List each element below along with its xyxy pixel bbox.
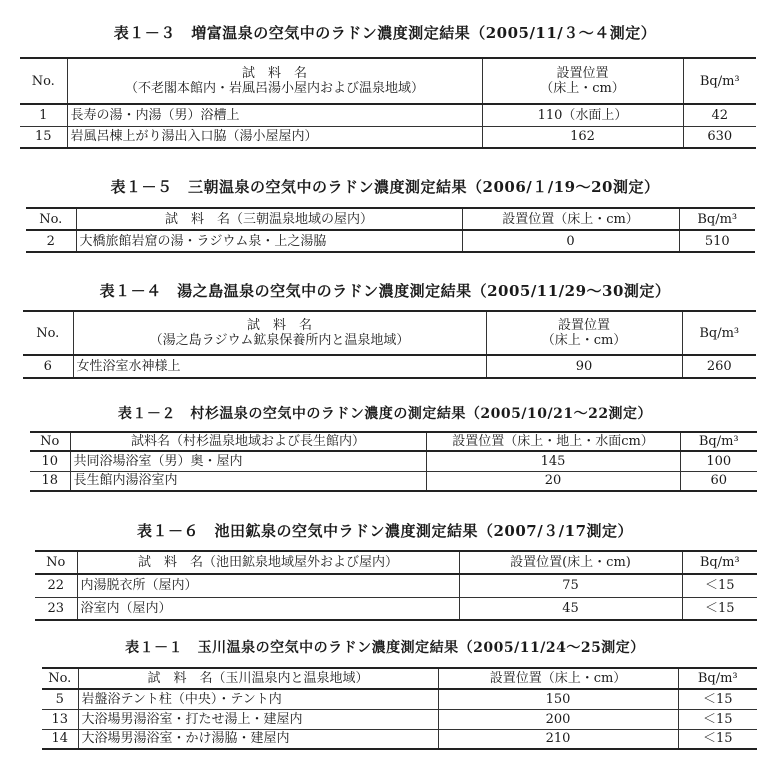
cell-no: 1 xyxy=(20,104,67,126)
col-position-sub: （床上・cm） xyxy=(541,333,627,348)
table-1-4 xyxy=(23,310,756,379)
col-sample-name-sub: （湯之島ラジウム鉱泉保養所内と温泉地域） xyxy=(149,333,410,348)
cell-sample: 共同浴場浴室（男）奥・屋内 xyxy=(70,451,426,471)
col-position: 設置位置（床上・cm） xyxy=(462,208,679,230)
cell-position: 162 xyxy=(482,126,683,148)
cell-bq: ＜15 xyxy=(678,729,757,749)
cell-bq: 510 xyxy=(679,230,755,252)
col-sample-name: 試 料 名（玉川温泉内と温泉地域） xyxy=(78,668,438,689)
cell-bq: 260 xyxy=(682,355,756,378)
cell-no: 13 xyxy=(42,709,78,729)
cell-position: 150 xyxy=(438,689,678,709)
cell-no: 15 xyxy=(20,126,67,148)
table-row xyxy=(30,451,757,471)
cell-position: 20 xyxy=(426,471,680,491)
col-sample-name-title: 試 料 名 xyxy=(241,66,307,81)
cell-bq: ＜15 xyxy=(682,597,757,620)
table-1-4-caption: 表１－４ 湯之島温泉の空気中のラドン濃度測定結果（2005/11/29～30測定） xyxy=(99,282,671,300)
table-1-2-caption: 表１－２ 村杉温泉の空気中のラドン濃度の測定結果（2005/10/21～22測定） xyxy=(117,406,653,422)
col-sample-name-sub: （不老閣本館内・岩風呂湯小屋内および温泉地域） xyxy=(124,81,424,96)
table-1-6 xyxy=(35,550,757,621)
col-sample-name xyxy=(73,311,486,355)
col-position xyxy=(486,311,682,355)
cell-position: 210 xyxy=(438,729,678,749)
table-row xyxy=(30,471,757,491)
col-position: 設置位置(床上・cm) xyxy=(459,551,682,574)
cell-position: 0 xyxy=(462,230,679,252)
cell-sample: 長生館内湯浴室内 xyxy=(70,471,426,491)
col-position: 設置位置（床上・地上・水面cm） xyxy=(426,432,680,451)
cell-position: 110（水面上） xyxy=(482,104,683,126)
cell-sample: 大浴場男湯浴室・打たせ湯上・建屋内 xyxy=(78,709,438,729)
col-position xyxy=(482,58,683,104)
cell-position: 75 xyxy=(459,574,682,597)
cell-sample: 大浴場男湯浴室・かけ湯脇・建屋内 xyxy=(78,729,438,749)
col-no: No. xyxy=(26,208,76,230)
col-sample-name: 試料名（村杉温泉地域および長生館内） xyxy=(70,432,426,451)
table-1-3-caption: 表１－３ 増富温泉の空気中のラドン濃度測定結果（2005/11/３～４測定） xyxy=(113,24,657,42)
table-1-5 xyxy=(26,207,755,253)
col-no: No xyxy=(35,551,77,574)
cell-bq: ＜15 xyxy=(678,689,757,709)
cell-position: 45 xyxy=(459,597,682,620)
table-1-1 xyxy=(42,667,757,750)
cell-no: 5 xyxy=(42,689,78,709)
col-position-title: 設置位置 xyxy=(557,318,610,333)
cell-bq: 100 xyxy=(680,451,757,471)
table-row xyxy=(35,597,757,620)
table-row xyxy=(42,689,757,709)
cell-no: 23 xyxy=(35,597,77,620)
col-no: No. xyxy=(23,311,73,355)
cell-bq: ＜15 xyxy=(678,709,757,729)
col-bq: Bq/m³ xyxy=(680,432,757,451)
cell-position: 200 xyxy=(438,709,678,729)
cell-sample: 女性浴室水神様上 xyxy=(73,355,486,378)
table-1-1-caption: 表１－１ 玉川温泉の空気中のラドン濃度測定結果（2005/11/24～25測定） xyxy=(125,640,645,656)
cell-no: 14 xyxy=(42,729,78,749)
cell-sample: 大橋旅館岩窟の湯・ラジウム泉・上之湯脇 xyxy=(76,230,462,252)
col-bq: Bq/m³ xyxy=(682,551,757,574)
cell-bq: 42 xyxy=(683,104,756,126)
col-bq: Bq/m³ xyxy=(682,311,756,355)
table-row xyxy=(20,126,756,148)
col-no: No. xyxy=(20,58,67,104)
table-row xyxy=(42,729,757,749)
cell-position: 90 xyxy=(486,355,682,378)
cell-bq: 630 xyxy=(683,126,756,148)
table-row xyxy=(26,230,755,252)
table-1-5-caption: 表１－５ 三朝温泉の空気中のラドン濃度測定結果（2006/１/19～20測定） xyxy=(110,178,660,196)
cell-no: 18 xyxy=(30,471,70,491)
cell-no: 2 xyxy=(26,230,76,252)
col-bq: Bq/m³ xyxy=(678,668,757,689)
table-1-2 xyxy=(30,431,757,492)
col-no: No xyxy=(30,432,70,451)
table-1-6-caption: 表１－６ 池田鉱泉の空気中ラドン濃度測定結果（2007/３/17測定） xyxy=(136,522,634,540)
col-no: No. xyxy=(42,668,78,689)
col-sample-name: 試 料 名（池田鉱泉地域屋外および屋内） xyxy=(77,551,459,574)
cell-no: 6 xyxy=(23,355,73,378)
col-sample-name xyxy=(67,58,482,104)
cell-bq: ＜15 xyxy=(682,574,757,597)
col-position-title: 設置位置 xyxy=(556,66,609,81)
table-1-3 xyxy=(20,57,756,149)
cell-sample: 長寿の湯・内湯（男）浴槽上 xyxy=(67,104,482,126)
cell-sample: 内湯脱衣所（屋内） xyxy=(77,574,459,597)
col-sample-name-title: 試 料 名 xyxy=(246,318,312,333)
table-row xyxy=(23,355,756,378)
cell-position: 145 xyxy=(426,451,680,471)
cell-sample: 浴室内（屋内） xyxy=(77,597,459,620)
cell-sample: 岩風呂棟上がり湯出入口脇（湯小屋屋内） xyxy=(67,126,482,148)
col-bq: Bq/m³ xyxy=(679,208,755,230)
table-row xyxy=(42,709,757,729)
table-row xyxy=(20,104,756,126)
col-position-sub: （床上・cm） xyxy=(540,81,625,96)
col-position: 設置位置（床上・cm） xyxy=(438,668,678,689)
cell-sample: 岩盤浴テント柱（中央）・テント内 xyxy=(78,689,438,709)
col-sample-name: 試 料 名（三朝温泉地域の屋内） xyxy=(76,208,462,230)
cell-no: 10 xyxy=(30,451,70,471)
cell-no: 22 xyxy=(35,574,77,597)
col-bq: Bq/m³ xyxy=(683,58,756,104)
cell-bq: 60 xyxy=(680,471,757,491)
table-row xyxy=(35,574,757,597)
